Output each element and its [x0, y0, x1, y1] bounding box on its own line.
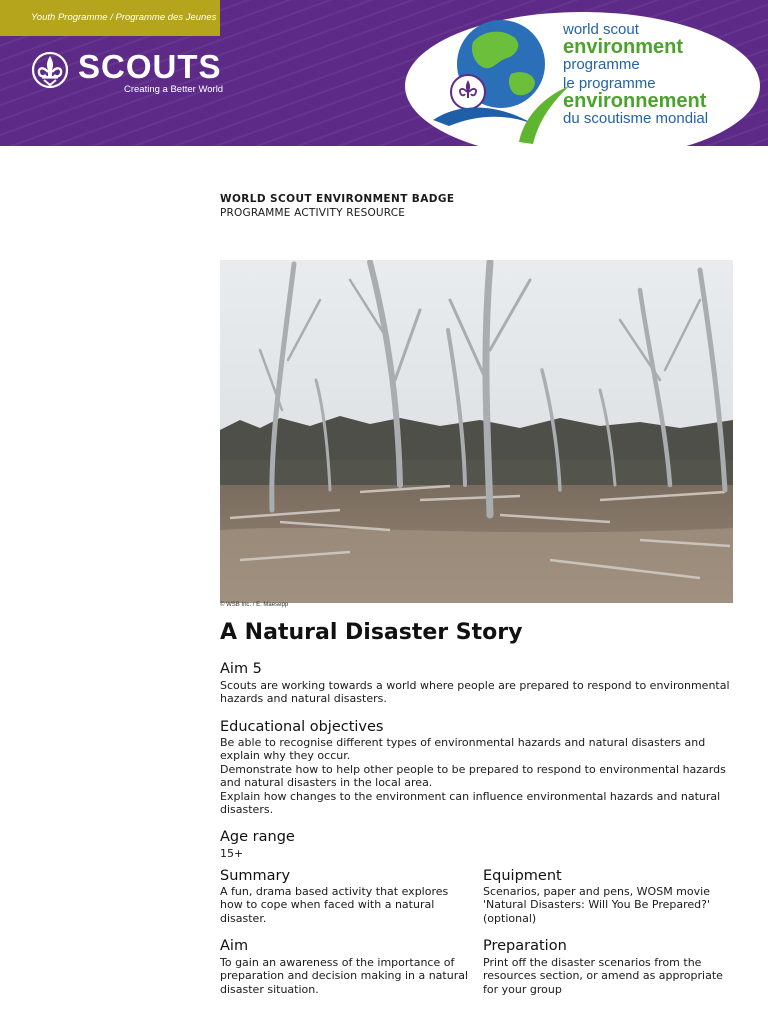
dead-forest-photo	[220, 260, 733, 603]
youth-programme-strip: Youth Programme / Programme des Jeunes	[0, 0, 220, 36]
equipment-heading: Equipment	[483, 868, 562, 884]
env-line-5: environnement	[563, 90, 707, 112]
badge-title: WORLD SCOUT ENVIRONMENT BADGE	[220, 193, 455, 205]
aim5-heading: Aim 5	[220, 661, 262, 677]
scouts-wordmark: SCOUTS	[78, 48, 222, 85]
scouts-tagline: Creating a Better World	[124, 84, 224, 95]
env-line-1: world scout	[563, 21, 639, 38]
objective-item: Demonstrate how to help other people to be prepared to respond to environmental hazards and natural disasters in the local area.	[220, 762, 726, 790]
aim5-body: Scouts are working towards a world where people are prepared to respond to environmental hazards and natural disasters.	[220, 679, 730, 706]
aim-heading: Aim	[220, 938, 249, 954]
env-line-4: le programme	[563, 75, 656, 92]
header-banner	[0, 0, 768, 146]
age-range-value: 15+	[220, 847, 244, 860]
summary-body: A fun, drama based activity that explores how to cope when faced with a natural disaster.	[220, 885, 449, 925]
summary-heading: Summary	[220, 868, 291, 884]
objectives-body	[220, 736, 735, 816]
equipment-body: Scenarios, paper and pens, WOSM movie 'Natural Disasters: Will You Be Prepared?' (optional)	[483, 885, 711, 925]
objectives-heading: Educational objectives	[220, 719, 384, 735]
env-line-3: programme	[563, 56, 640, 73]
photo-illustration	[220, 260, 733, 603]
preparation-heading: Preparation	[483, 938, 567, 954]
preparation-body: Print off the disaster scenarios from the resources section, or amend as appropriate for your group	[483, 956, 723, 996]
age-range-heading: Age range	[220, 829, 295, 845]
page-title: A Natural Disaster Story	[220, 620, 523, 645]
environment-programme-logo	[405, 12, 760, 146]
env-line-6: du scoutisme mondial	[563, 110, 709, 127]
fleur-de-lis-icon	[30, 50, 70, 92]
globe-icon	[423, 12, 573, 146]
badge-subtitle: PROGRAMME ACTIVITY RESOURCE	[220, 207, 406, 219]
env-line-2: environment	[563, 36, 684, 58]
objective-item: Explain how changes to the environment can influence environmental hazards and natural disasters.	[220, 789, 721, 817]
scouts-logo	[30, 50, 240, 100]
photo-credit: © WSB Inc. / E. Maesepp	[220, 602, 289, 608]
env-logo-text	[563, 22, 763, 126]
objective-item: Be able to recognise different types of environmental hazards and natural disasters and explain why they occur.	[220, 736, 706, 763]
aim-body: To gain an awareness of the importance of preparation and decision making in a natural disaster situation.	[220, 956, 469, 996]
